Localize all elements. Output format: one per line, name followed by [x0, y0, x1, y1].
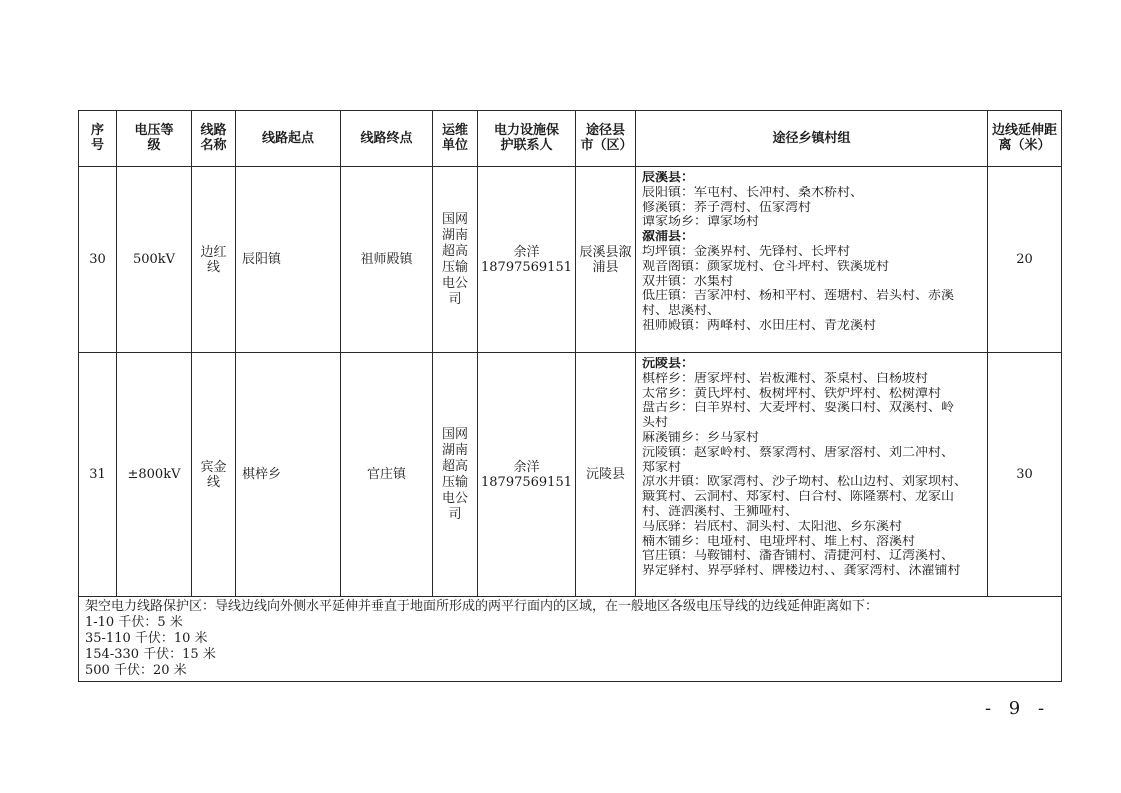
town-line: 双井镇：水集村 [642, 274, 734, 289]
footer-line: 35-110 千伏：10 米 [85, 631, 208, 646]
header-contact: 电力设施保护联系人 [478, 111, 576, 167]
town-line: 祖师殿镇：两峰村、水田庄村、青龙溪村 [642, 318, 877, 333]
town-line: 辰溪县： [642, 171, 695, 185]
header-no: 序号 [79, 111, 117, 167]
contact-name: 余洋 [513, 459, 540, 475]
table-header-row [79, 111, 1062, 167]
town-line: 麻溪铺乡：乡马家村 [642, 430, 760, 445]
town-line: 村、思溪村、 [642, 304, 721, 319]
town-line: 辰阳镇：军屯村、长冲村、桑木桥村、 [642, 185, 864, 200]
town-line: 修溪镇：荞子湾村、伍家湾村 [642, 200, 812, 215]
row-county: 沅陵县 [576, 353, 636, 597]
row-towns [636, 167, 988, 353]
header-end: 线路终点 [341, 111, 433, 167]
row-line-name: 边红线 [192, 167, 236, 353]
header-unit: 运维单位 [433, 111, 478, 167]
row-end: 祖师殿镇 [341, 167, 433, 353]
town-line: 谭家场乡：谭家场村 [642, 215, 760, 230]
header-line-name: 线路名称 [192, 111, 236, 167]
town-line: 观音阁镇：颜家垅村、仓斗坪村、铁溪垅村 [642, 259, 890, 274]
header-county: 途径县市（区） [576, 111, 636, 167]
town-line: 低庄镇：吉家冲村、杨和平村、莲塘村、岩头村、赤溪 [642, 289, 955, 304]
town-line: 沅陵镇：赵家岭村、蔡家湾村、唐家溶村、刘二冲村、 [642, 445, 955, 460]
contact-phone: 18797569151 [481, 259, 572, 275]
town-line: 溆浦县： [642, 230, 695, 245]
town-line: 郑家村 [642, 460, 682, 475]
table-row [79, 353, 1062, 597]
row-start: 辰阳镇 [236, 167, 341, 353]
town-line: 村、涟泗溪村、王狮哑村、 [642, 504, 799, 519]
header-towns: 途径乡镇村组 [636, 111, 988, 167]
header-start: 线路起点 [236, 111, 341, 167]
row-distance: 20 [988, 167, 1062, 353]
row-unit: 国网湖南超高压输电公司 [433, 167, 478, 353]
footer-line: 500 千伏：20 米 [85, 663, 187, 678]
town-line: 凉水井镇：欧家湾村、沙子坳村、松山边村、刘家坝村、 [642, 475, 968, 490]
row-voltage: ±800kV [117, 353, 192, 597]
page-number: - 9 - [985, 698, 1051, 719]
header-voltage: 电压等级 [117, 111, 192, 167]
power-line-table [78, 110, 1062, 682]
town-line: 官庄镇：马鞍铺村、潘香铺村、清捷河村、辽湾溪村、 [642, 549, 955, 564]
town-line: 界定驿村、界亭驿村、牌楼边村、、龚家湾村、沐濯铺村 [642, 564, 961, 579]
row-contact [478, 167, 576, 353]
header-distance: 边线延伸距离（米） [988, 111, 1062, 167]
footer-line: 架空电力线路保护区：导线边线向外侧水平延伸并垂直于地面所形成的两平行面内的区域，在一般地区各级电压导线的边线延伸距离如下： [85, 599, 879, 614]
footer-line: 1-10 千伏：5 米 [85, 615, 183, 630]
table-footer-row [79, 597, 1062, 682]
row-county: 辰溪县溆浦县 [576, 167, 636, 353]
town-line: 沅陵县： [642, 357, 695, 371]
row-start: 棋梓乡 [236, 353, 341, 597]
row-no: 31 [79, 353, 117, 597]
town-line: 簸箕村、云洞村、郑家村、白合村、陈隆寨村、龙家山 [642, 490, 955, 505]
town-line: 棋梓乡：唐家坪村、岩板滩村、茶桌村、白杨坡村 [642, 371, 929, 386]
row-towns [636, 353, 988, 597]
town-line: 马底驿：岩底村、洞头村、太阳池、乡东溪村 [642, 519, 903, 534]
row-end: 官庄镇 [341, 353, 433, 597]
footer-line: 154-330 千伏：15 米 [85, 647, 216, 662]
town-line: 太常乡：黄氏坪村、板树坪村、铁炉坪村、松树潭村 [642, 386, 942, 401]
row-line-name: 宾金线 [192, 353, 236, 597]
contact-phone: 18797569151 [481, 474, 572, 490]
town-line: 均坪镇：金溪界村、先锋村、长坪村 [642, 244, 851, 259]
row-no: 30 [79, 167, 117, 353]
row-unit: 国网湖南超高压输电公司 [433, 353, 478, 597]
contact-name: 余洋 [513, 244, 540, 260]
town-line: 盘古乡：白羊界村、大麦坪村、耍溪口村、双溪村、岭 [642, 401, 955, 416]
town-line: 头村 [642, 416, 669, 431]
table-row [79, 167, 1062, 353]
row-contact [478, 353, 576, 597]
row-distance: 30 [988, 353, 1062, 597]
protection-zone-note [79, 597, 1062, 682]
town-line: 楠木铺乡：电垭村、电垭坪村、堆上村、溶溪村 [642, 534, 916, 549]
row-voltage: 500kV [117, 167, 192, 353]
